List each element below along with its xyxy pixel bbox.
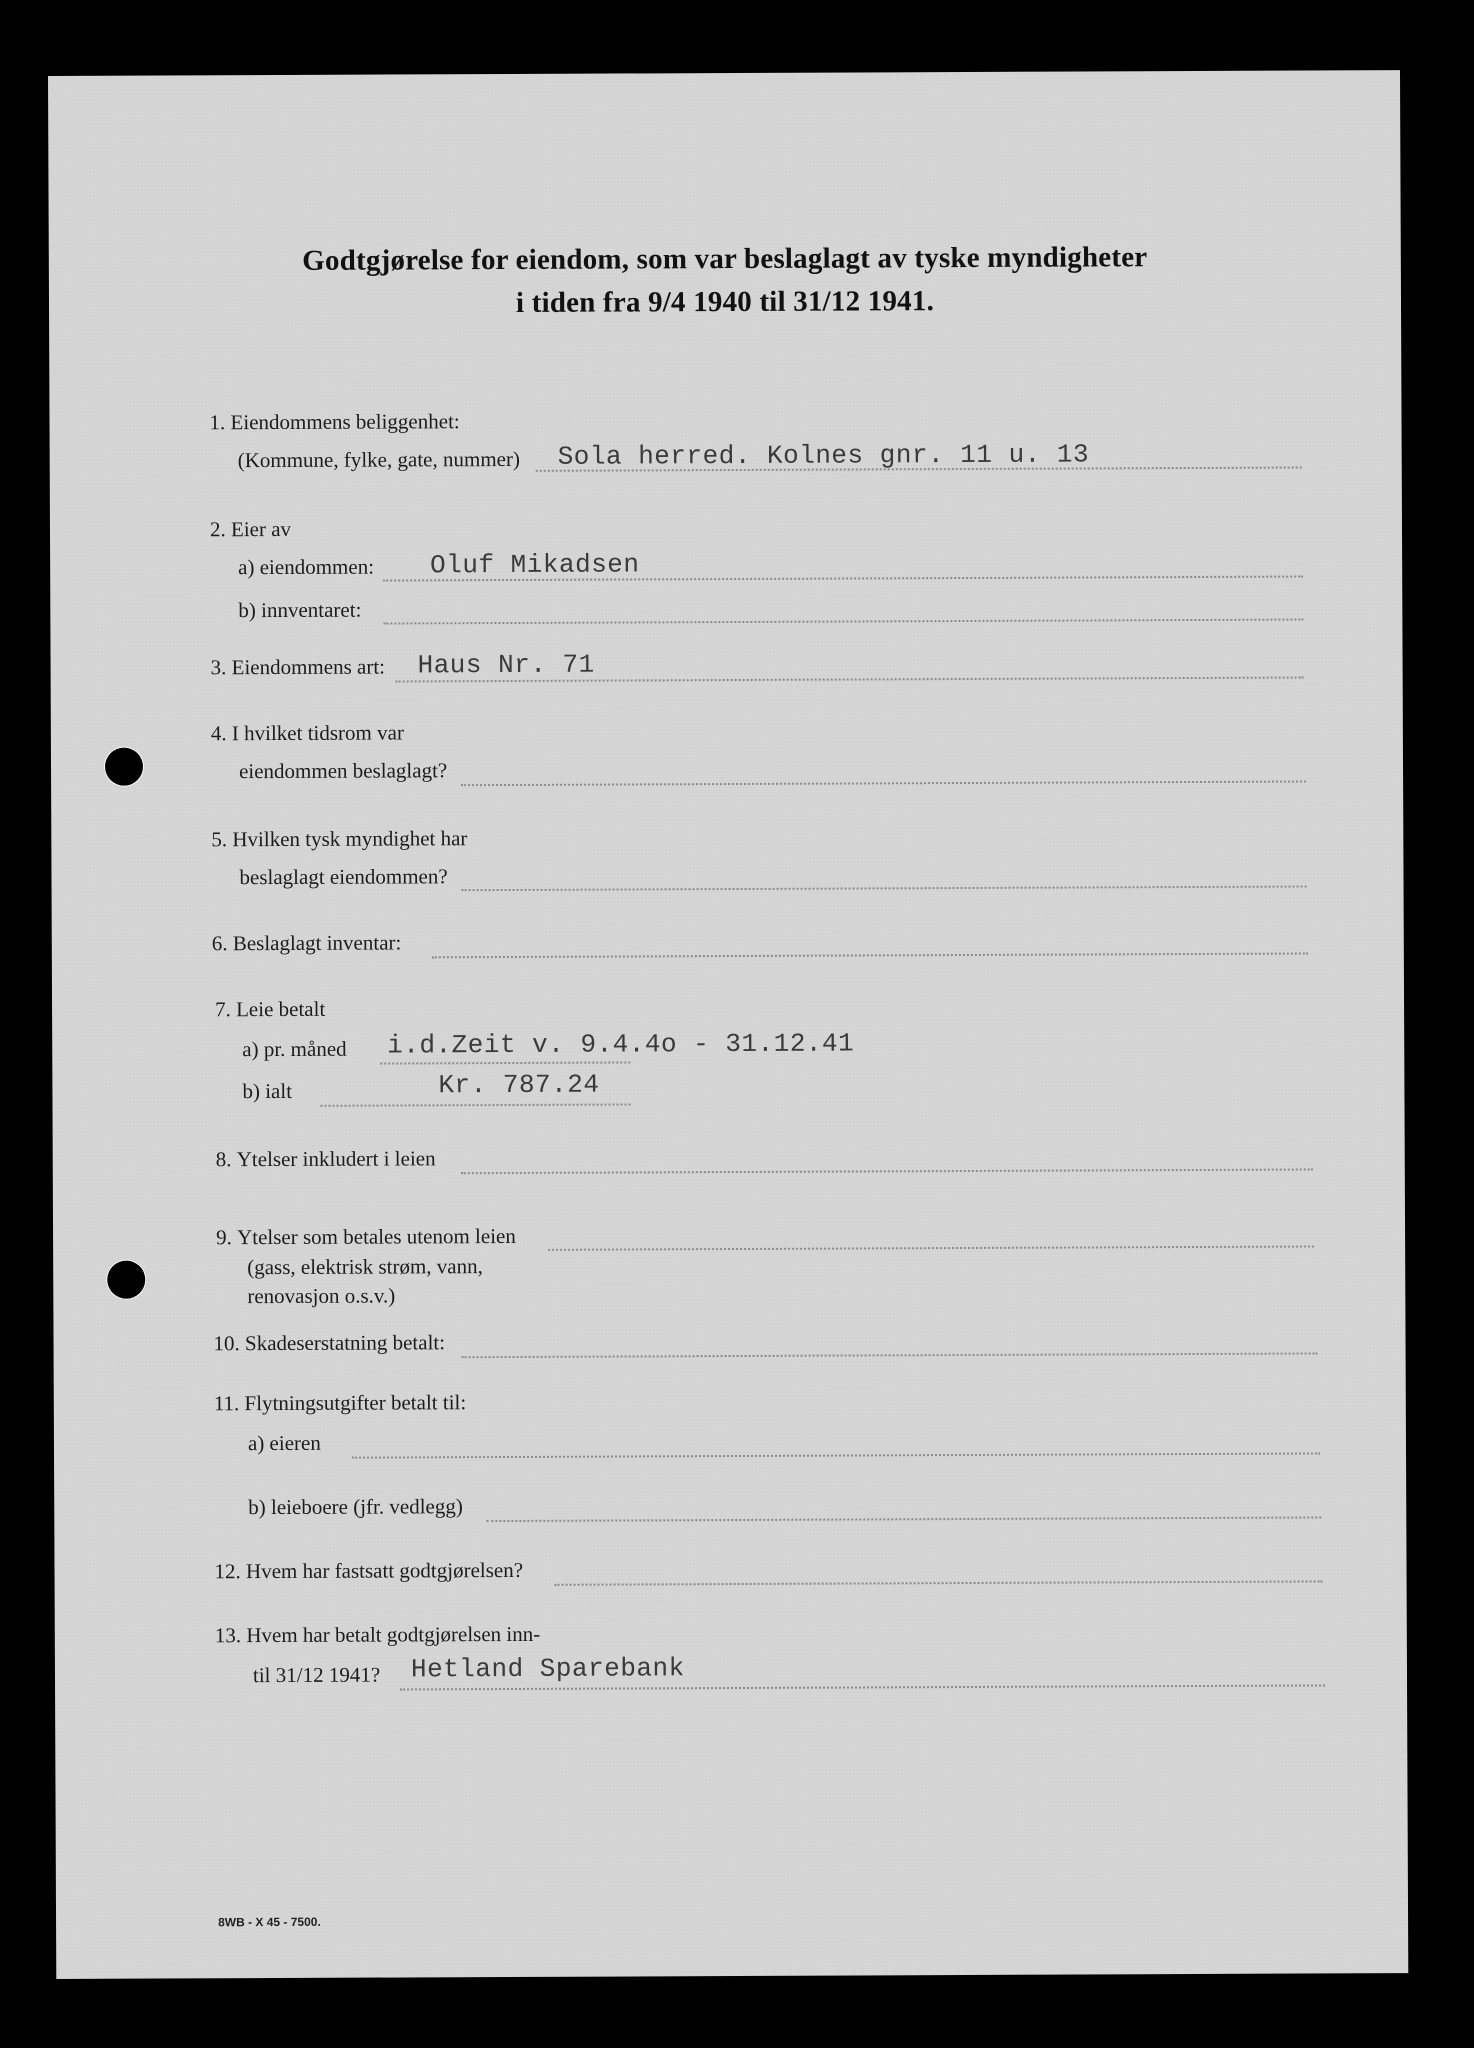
q9-input-line[interactable] (548, 1245, 1314, 1250)
q13-label: 13. Hvem har betalt godtgjørelsen inn- (214, 1621, 541, 1648)
q4-label-line-2: eiendommen beslaglagt? (238, 758, 448, 784)
form-page (48, 70, 1408, 1979)
q3-value[interactable]: Haus Nr. 71 (417, 649, 595, 681)
q11-label: 11. Flytningsutgifter betalt til: (213, 1390, 467, 1416)
q11b-label: b) leieboere (jfr. vedlegg) (248, 1494, 463, 1520)
q5-label-line-2: beslaglagt eiendommen? (239, 864, 448, 890)
q13-label-line-2: til 31/12 1941? (252, 1662, 381, 1688)
q12-label: 12. Hvem har fastsatt godtgjørelsen? (214, 1557, 524, 1584)
q4-label: 4. I hvilket tidsrom var (210, 720, 404, 746)
q6-label: 6. Beslaglagt inventar: (211, 930, 402, 956)
q11a-input-line[interactable] (352, 1452, 1320, 1458)
q5-input-line[interactable] (462, 886, 1307, 892)
q2a-label: a) eiendommen: (238, 554, 375, 580)
q7b-input-line[interactable] (320, 1103, 630, 1106)
q2b-label: b) innventaret: (238, 597, 362, 623)
q9-label-line-3: renovasjon o.s.v.) (247, 1283, 396, 1309)
form-title-line-2: i tiden fra 9/4 1940 til 31/12 1941. (515, 285, 935, 319)
q11b-input-line[interactable] (486, 1516, 1321, 1522)
q1-label: 1. Eiendommens beliggenhet: (209, 409, 460, 435)
q2a-value[interactable]: Oluf Mikadsen (430, 549, 640, 581)
q2-label: 2. Eier av (209, 516, 292, 542)
q9-label-line-2: (gass, elektrisk strøm, vann, (247, 1254, 483, 1280)
punch-hole-icon (105, 748, 143, 786)
q7a-value[interactable]: i.d.Zeit v. 9.4.4o - 31.12.41 (387, 1028, 855, 1061)
q12-input-line[interactable] (555, 1580, 1323, 1585)
q6-input-line[interactable] (432, 953, 1308, 959)
q1-sublabel: (Kommune, fylke, gate, nummer) (237, 446, 520, 473)
print-code: 8WB - X 45 - 7500. (218, 1914, 321, 1930)
q8-input-line[interactable] (461, 1168, 1313, 1174)
q2b-input-line[interactable] (383, 619, 1303, 625)
q5-label: 5. Hvilken tysk myndighet har (211, 826, 468, 852)
q9-label: 9. Ytelser som betales utenom leien (216, 1223, 516, 1250)
q10-input-line[interactable] (462, 1352, 1318, 1358)
q4-input-line[interactable] (461, 781, 1306, 787)
q7b-value[interactable]: Kr. 787.24 (438, 1069, 600, 1101)
q11a-label: a) eieren (247, 1430, 321, 1456)
q1-value[interactable]: Sola herred. Kolnes gnr. 11 u. 13 (557, 439, 1090, 472)
q3-label: 3. Eiendommens art: (210, 654, 386, 680)
q13-value[interactable]: Hetland Sparebank (410, 1653, 685, 1685)
q7b-label: b) ialt (242, 1078, 293, 1104)
q7-label: 7. Leie betalt (215, 996, 326, 1022)
punch-hole-icon (107, 1261, 145, 1299)
q7a-input-line[interactable] (380, 1061, 630, 1064)
q10-label: 10. Skadeserstatning betalt: (213, 1330, 446, 1356)
form-title-line-1: Godtgjørelse for eiendom, som var beslaglagt av tyske myndigheter (302, 241, 1148, 277)
q8-label: 8. Ytelser inkludert i leien (215, 1146, 436, 1172)
q7a-label: a) pr. måned (242, 1036, 347, 1062)
q13-input-line[interactable] (400, 1684, 1325, 1690)
